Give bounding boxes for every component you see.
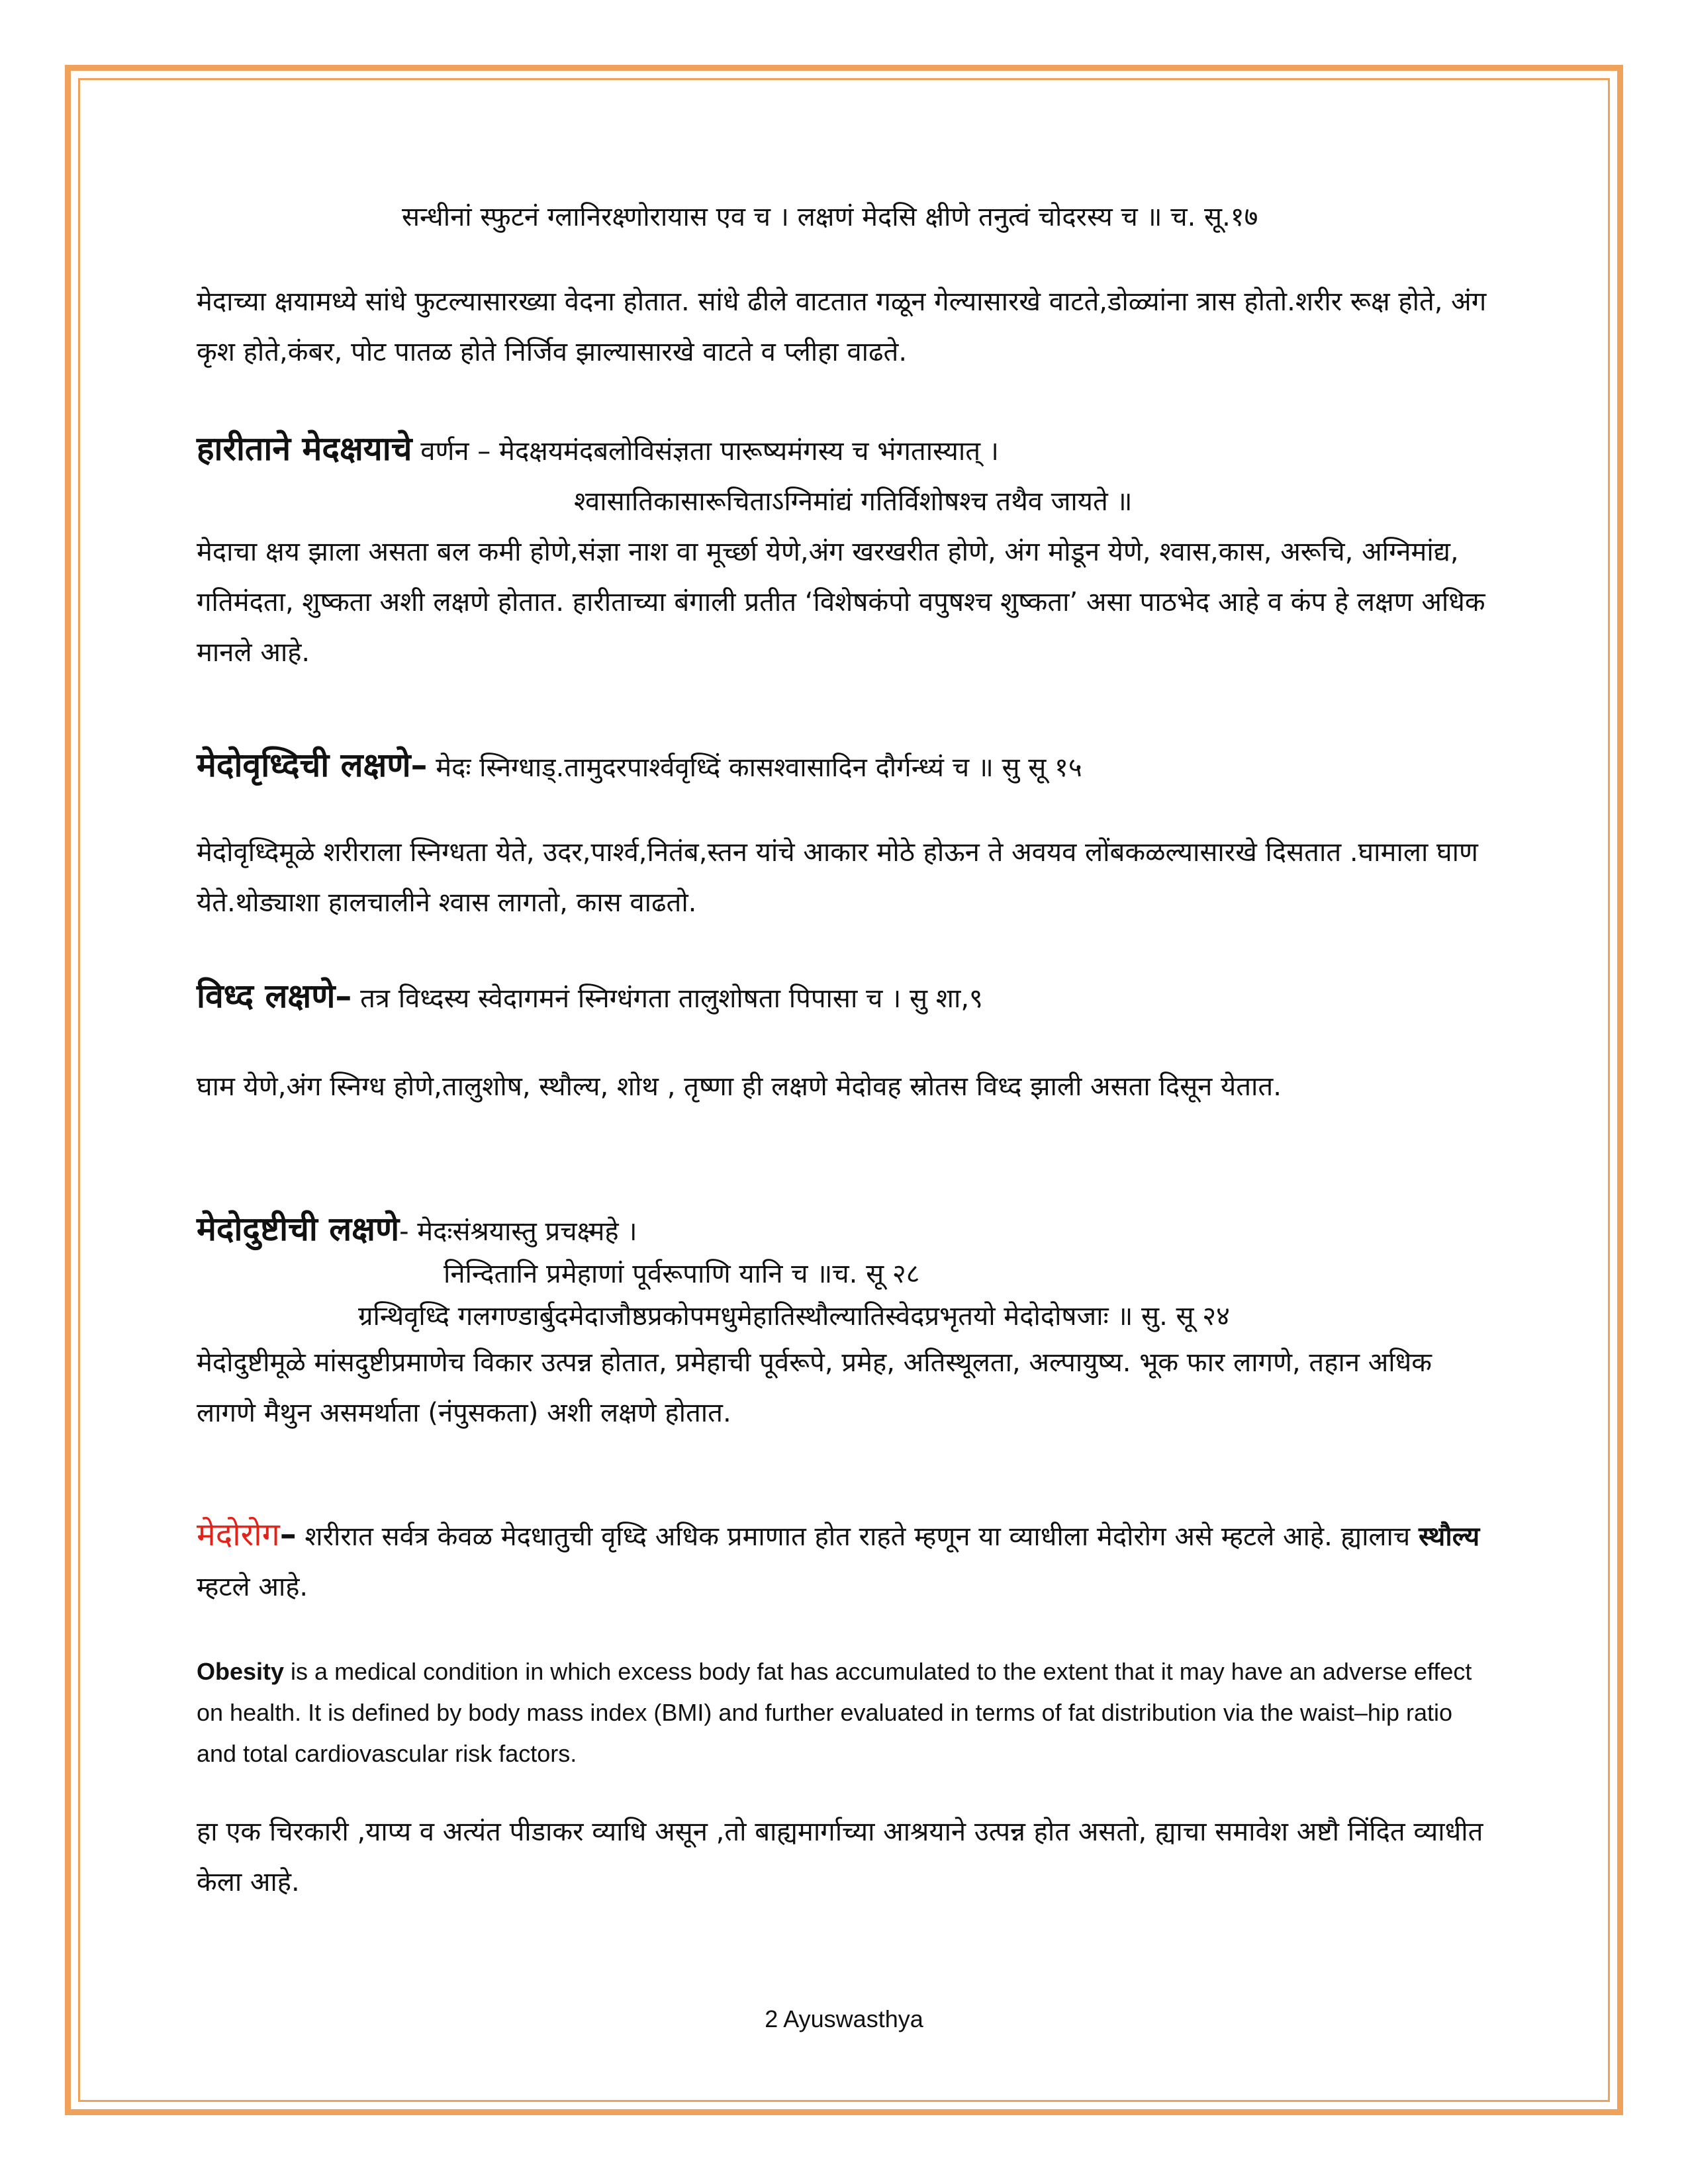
paragraph: मेदाच्या क्षयामध्ये सांधे फुटल्यासारख्या वेदना होतात. सांधे ढीले वाटतात गळून गेल्यासारखे वाटते,डोळ्यांना त्रास होतो.शरीर रूक्ष होते, अंग कृश होते,कंबर, पोट पातळ होते निर्जिव झाल्यासारखे वाटते व प्लीहा वाढते. — [197, 287, 1487, 367]
verse-charaka-sutra-17: सन्धीनां स्फुटनं ग्लानिरक्ष्णोरायास एव च । लक्षणं मेदसि क्षीणे तनुत्वं चोदरस्य च ॥ च. सू.१७ — [402, 202, 1258, 232]
section-heading: मेदोदुष्टीची लक्षणे — [197, 1210, 400, 1248]
section-heading: हारीताने मेदक्षयाचे — [197, 430, 412, 468]
paragraph: हा एक चिरकारी ,याप्य व अत्यंत पीडाकर व्याधि असून ,तो बाह्यमार्गाच्या आश्रयाने उत्पन्न होत असतो, ह्याचा समावेश अष्टौ निंदित व्याधीत केला आहे. — [197, 1817, 1483, 1897]
verse-line-3: ग्रन्थिवृध्दि गलगण्डार्बुदमेदाजौष्ठप्रकोपमधुमेहातिस्थौल्यातिस्वेदप्रभृतयो मेदोदोषजाः ॥ सु. सू २४ — [358, 1301, 1230, 1332]
section-heading: मेदोवृध्दिची लक्षणे– — [197, 746, 428, 784]
section-medakshaya-text — [197, 277, 1487, 377]
term-obesity: Obesity — [197, 1658, 285, 1685]
paragraph — [197, 1651, 1487, 1774]
heading-line — [197, 1208, 1487, 1253]
verse: मेदः स्निग्धाड्.तामुदरपार्श्ववृध्दिं कासश्वासादिन दौर्गन्ध्यं च ॥ सु सू १५ — [427, 752, 1082, 783]
paragraph: मेदोवृध्दिमूळे शरीराला स्निग्धता येते, उदर,पार्श्व,नितंब,स्तन यांचे आकार मोठे होऊन ते अवयव लोंबकळल्यासारखे दिसतात .घामाला घाण येते.थोड्याशा हालचालीने श्वास लागतो, कास वाढतो. — [197, 837, 1478, 918]
verse-line-1: - मेदःसंश्रयास्तु प्रचक्ष्महे । — [399, 1216, 637, 1247]
section-viddha-text — [197, 1062, 1487, 1112]
section-heading: मेदोरोग — [197, 1516, 280, 1553]
heading-line — [197, 740, 1487, 793]
section-heading: विध्द लक्षणे– — [197, 977, 352, 1015]
verse-line-2: श्वासातिकासारूचिताऽग्निमांद्यं गतिर्विशोषश्च तथैव जायते ॥ — [574, 486, 1133, 517]
section-medovriddhi-text — [197, 827, 1487, 928]
section-medoroga — [197, 1509, 1487, 1612]
verse-line-1: वर्णन – मेदक्षयमंदबलोविसंज्ञता पारूष्यमंगस्य च भंगतास्यात् । — [412, 436, 999, 467]
heading-line — [197, 424, 1487, 477]
section-medakshaya — [197, 192, 1487, 242]
definition-text: is a medical condition in which excess body fat has accumulated to the extent that it may have an adverse effect on health. It is defined by body mass index (BMI) and further evaluated in terms of fat distribution via the waist–hip ratio and total cardiovascular risk factors. — [197, 1658, 1472, 1767]
section-harita — [197, 424, 1487, 678]
heading-dash: – — [279, 1515, 297, 1553]
paragraph: मेदोदुष्टीमूळे मांसदुष्टीप्रमाणेच विकार उत्पन्न होतात, प्रमेहाची पूर्वरूपे, प्रमेह, अतिस्थूलता, अल्पायुष्य. भूक फार लागणे, तहान अधिक लागणे मैथुन असमर्थाता (नंपुसकता) अशी लक्षणे होतात. — [197, 1347, 1432, 1428]
emphasis-word: स्थौल्य — [1419, 1522, 1480, 1552]
section-viddha — [197, 971, 1487, 1024]
paragraph — [197, 1509, 1487, 1612]
verse-line-2: निन्दितानि प्रमेहाणां पूर्वरूपाणि यानि च ॥च. सू २८ — [444, 1259, 920, 1289]
paragraph: मेदाचा क्षय झाला असता बल कमी होणे,संज्ञा नाश वा मूर्च्छा येणे,अंग खरखरीत होणे, अंग मोडून येणे, श्वास,कास, अरूचि, अग्निमांद्य, गतिमंदता, शुष्कता अशी लक्षणे होतात. हारीताच्या बंगाली प्रतीत ‘विशेषकंपो वपुषश्च शुष्कता’ असा पाठभेद आहे व कंप हे लक्षण अधिक मानले आहे. — [197, 537, 1485, 668]
text-part-b: म्हटले आहे. — [197, 1572, 308, 1602]
verse: तत्र विध्दस्य स्वेदागमनं स्निग्धंगता तालुशोषता पिपासा च । सु शा,९ — [352, 983, 983, 1014]
heading-line — [197, 971, 1487, 1024]
paragraph: घाम येणे,अंग स्निग्ध होणे,तालुशोष, स्थौल्य, शोथ , तृष्णा ही लक्षणे मेदोवह स्रोतस विध्द झाली असता दिसून येतात. — [197, 1071, 1282, 1102]
page-footer: 2 Ayuswasthya — [765, 2005, 923, 2032]
text-part-a: शरीरात सर्वत्र केवळ मेदधातुची वृध्दि अधिक प्रमाणात होत राहते म्हणून या व्याधीला मेदोरोग असे म्हटले आहे. ह्यालाच — [296, 1522, 1419, 1552]
section-summary — [197, 1807, 1487, 1907]
section-medodushti — [197, 1208, 1487, 1438]
section-medovriddhi — [197, 740, 1487, 793]
section-obesity-english — [197, 1651, 1487, 1774]
